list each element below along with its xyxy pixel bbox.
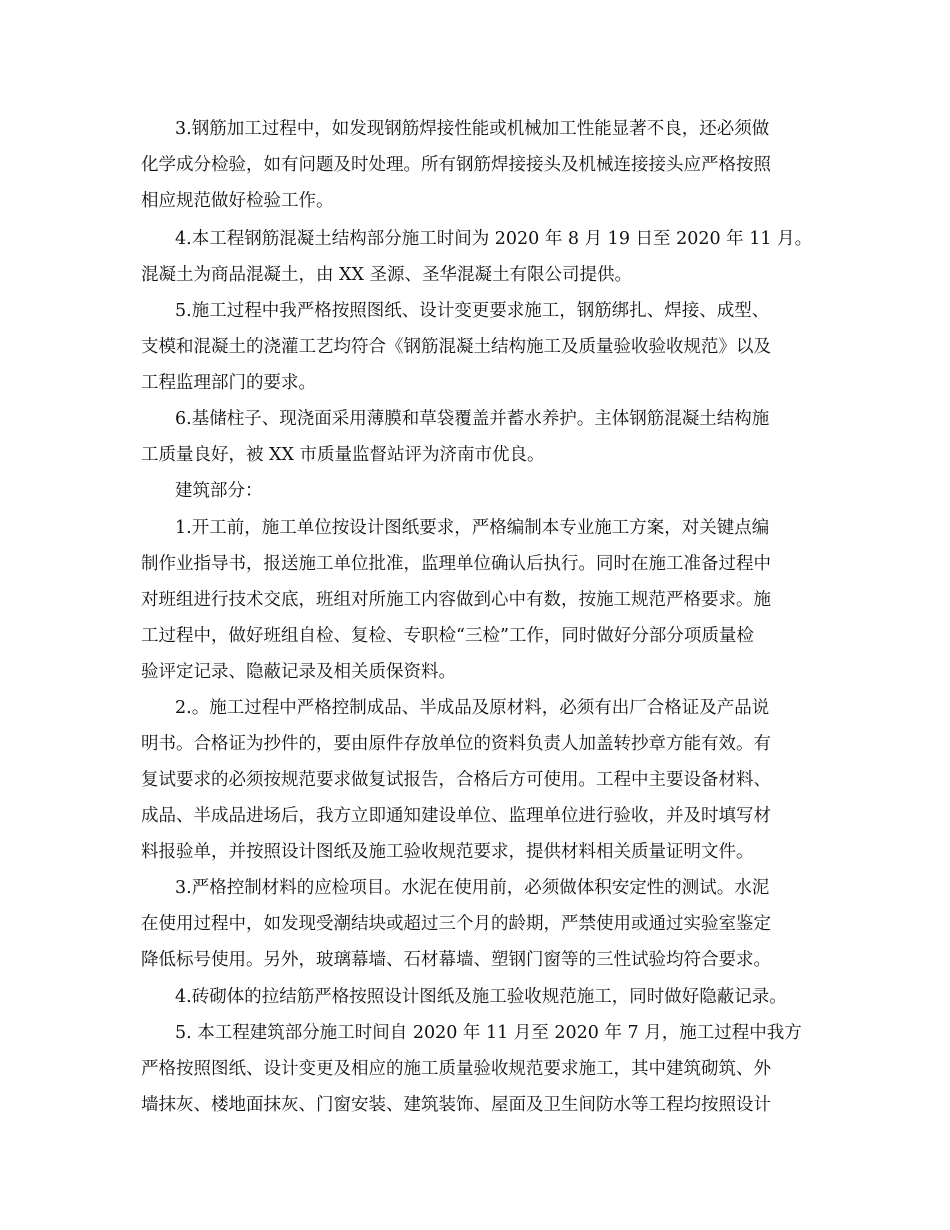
paragraph-material-control-line-1: 2.。施工过程中严格控制成品、半成品及原材料，必须有出厂合格证及产品说 <box>175 698 770 718</box>
paragraph-inspection-items-line-3: 降低标号使用。另外，玻璃幕墙、石材幕墙、塑钢门窗等的三性试验均符合要求。 <box>141 950 771 970</box>
paragraph-before-start-line-3: 对班组进行技术交底，班组对所施工内容做到心中有数，按施工规范严格要求。施 <box>141 590 771 610</box>
paragraph-concrete-time-line-1: 4.本工程钢筋混凝土结构部分施工时间为 2020 年 8 月 19 日至 2020 年 11 月。 <box>175 229 813 249</box>
paragraph-curing-line-2: 工质量良好，被 XX 市质量监督站评为济南市优良。 <box>141 445 545 465</box>
paragraph-material-control-line-4: 成品、半成品进场后，我方立即通知建设单位、监理单位进行验收，并及时填写材 <box>141 806 771 826</box>
paragraph-building-time-line-1: 5. 本工程建筑部分施工时间自 2020 年 11 月至 2020 年 7 月，施工过程中我方 <box>175 1023 802 1043</box>
paragraph-material-control-line-2: 明书。合格证为抄件的，要由原件存放单位的资料负责人加盖转抄章方能有效。有 <box>141 734 771 754</box>
paragraph-construction-process-line-3: 工程监理部门的要求。 <box>141 373 316 393</box>
paragraph-before-start-line-5: 验评定记录、隐蔽记录及相关质保资料。 <box>141 662 456 682</box>
paragraph-rebar-processing-line-1: 3.钢筋加工过程中，如发现钢筋焊接性能或机械加工性能显著不良，还必须做 <box>175 119 770 139</box>
paragraph-construction-process-line-2: 支模和混凝土的浇灌工艺均符合《钢筋混凝土结构施工及质量验收验收规范》以及 <box>141 337 771 357</box>
paragraph-construction-process-line-1: 5.施工过程中我严格按照图纸、设计变更要求施工，钢筋绑扎、焊接、成型、 <box>175 301 770 321</box>
paragraph-masonry-line-1: 4.砖砌体的拉结筋严格按照设计图纸及施工验收规范施工，同时做好隐蔽记录。 <box>175 987 787 1007</box>
paragraph-building-time-line-3: 墙抹灰、楼地面抹灰、门窗安装、建筑装饰、屋面及卫生间防水等工程均按照设计 <box>141 1095 771 1115</box>
paragraph-inspection-items-line-2: 在使用过程中，如发现受潮结块或超过三个月的龄期，严禁使用或通过实验室鉴定 <box>141 914 771 934</box>
paragraph-before-start-line-2: 制作业指导书，报送施工单位批准，监理单位确认后执行。同时在施工准备过程中 <box>141 554 771 574</box>
paragraph-building-time-line-2: 严格按照图纸、设计变更及相应的施工质量验收规范要求施工，其中建筑砌筑、外 <box>141 1059 771 1079</box>
paragraph-rebar-processing-line-2: 化学成分检验，如有问题及时处理。所有钢筋焊接接头及机械连接接头应严格按照 <box>141 155 771 175</box>
paragraph-before-start-line-1: 1.开工前，施工单位按设计图纸要求，严格编制本专业施工方案，对关键点编 <box>175 518 770 538</box>
paragraph-concrete-time-line-2: 混凝土为商品混凝土，由 XX 圣源、圣华混凝土有限公司提供。 <box>141 265 633 285</box>
paragraph-material-control-line-5: 料报验单，并按照设计图纸及施工验收规范要求，提供材料相关质量证明文件。 <box>141 842 754 862</box>
paragraph-before-start-line-4: 工过程中，做好班组自检、复检、专职检“三检”工作，同时做好分部分项质量检 <box>141 626 754 646</box>
paragraph-curing-line-1: 6.基储柱子、现浇面采用薄膜和草袋覆盖并蓄水养护。主体钢筋混凝土结构施 <box>175 409 770 429</box>
section-heading-building-part: 建筑部分： <box>175 481 263 501</box>
paragraph-material-control-line-3: 复试要求的必须按规范要求做复试报告，合格后方可使用。工程中主要设备材料、 <box>141 770 771 790</box>
paragraph-rebar-processing-line-3: 相应规范做好检验工作。 <box>141 191 334 211</box>
paragraph-inspection-items-line-1: 3.严格控制材料的应检项目。水泥在使用前，必须做体积安定性的测试。水泥 <box>175 878 770 898</box>
